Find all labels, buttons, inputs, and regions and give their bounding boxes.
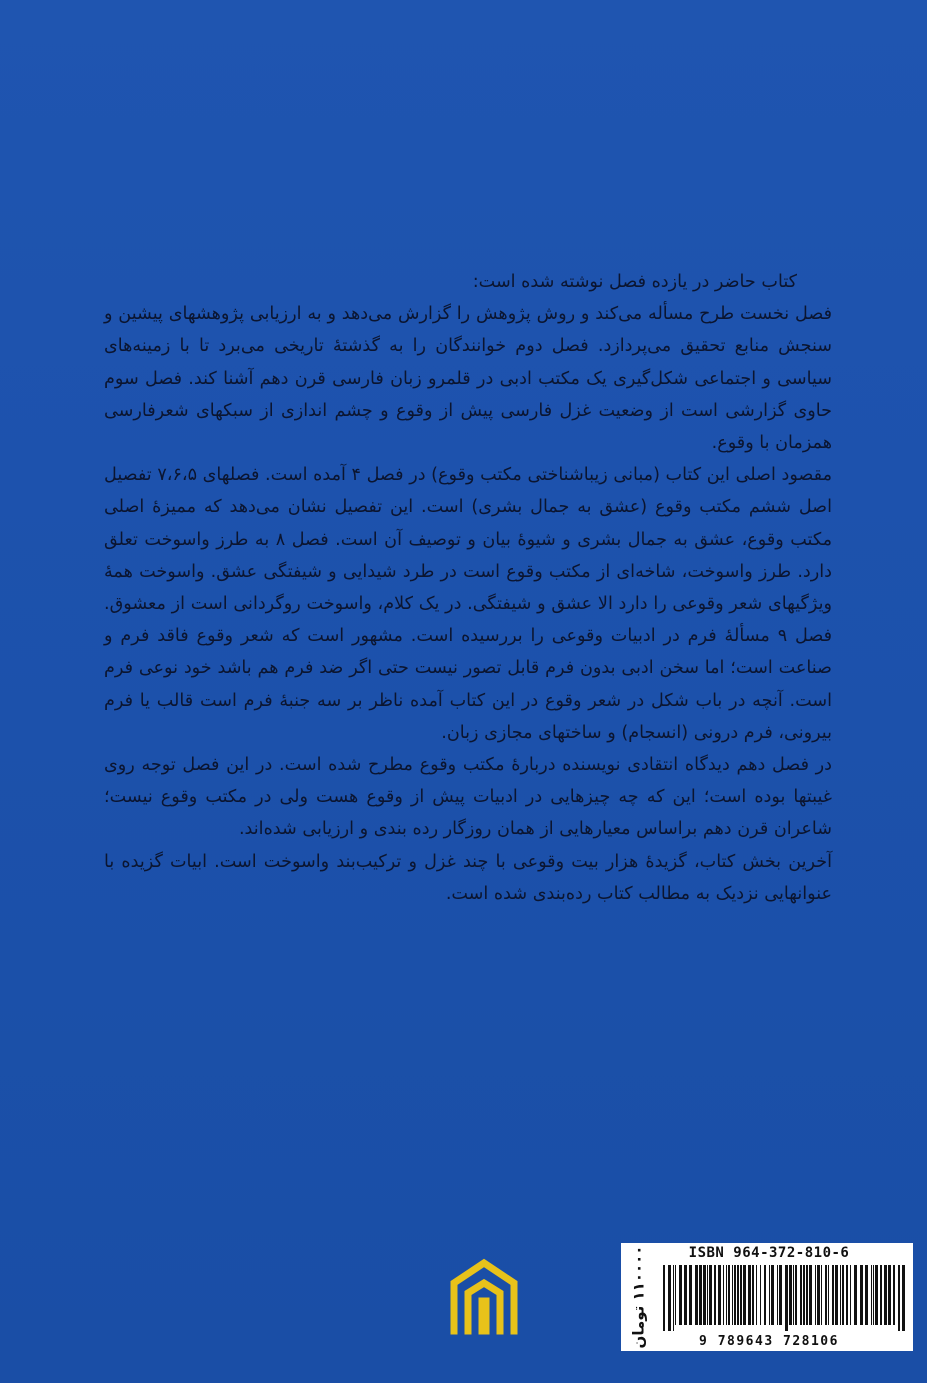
barcode-number: 9 789643 728106 <box>699 1334 839 1349</box>
barcode-bar <box>728 1265 730 1325</box>
barcode-bar <box>743 1265 746 1325</box>
barcode-bar <box>880 1265 882 1325</box>
barcode-bar <box>771 1265 774 1325</box>
barcode-bar <box>817 1265 820 1325</box>
barcode-bar <box>789 1265 792 1325</box>
barcode-bar <box>675 1265 676 1325</box>
barcode-bar <box>873 1265 874 1325</box>
blurb-paragraph: فصل نخست طرح مسأله می‌کند و روش پژوهش را گزارش می‌دهد و به ارزیابی پژوهشهای پیشین و سنجش منابع تحقیق می‌پردازد. فصل دوم خوانندگان را به گذشتهٔ تاریخی می‌برد تا با زمینه‌های سیاسی و اجتماعی شکل‌گیری یک مکتب ادبی در قلمرو زبان فارسی قرن دهم آشنا کند. فصل سوم حاوی گزارشی است از وضعیت غزل فارسی پیش از وقوع و چشم اندازی از سبکهای شعرفارسی همزمان با وقوع. <box>104 304 832 454</box>
barcode-bar <box>832 1265 834 1325</box>
barcode-bar <box>800 1265 802 1325</box>
barcode-bars <box>661 1265 909 1331</box>
barcode-bar <box>893 1265 895 1325</box>
barcode-bar <box>809 1265 812 1325</box>
barcode-bar <box>673 1265 674 1331</box>
barcode-bar <box>860 1265 863 1325</box>
barcode-bar <box>734 1265 736 1325</box>
barcode-bar <box>760 1265 761 1325</box>
barcode-bar <box>779 1265 782 1325</box>
blurb-text <box>104 266 832 910</box>
barcode-bar <box>865 1265 868 1325</box>
barcode-label <box>621 1243 913 1351</box>
barcode-bar <box>764 1265 766 1325</box>
blurb-paragraph: در فصل دهم دیدگاه انتقادی نویسنده دربارهٔ مکتب وقوع مطرح شده است. در این فصل توجه روی غیبتها بوده است؛ این که چه چیزهایی در ادبیات پیش از وقوع هست ولی در مکتب وقوع نیست؛ شاعران قرن دهم براساس معیارهایی از همان روزگار رده بندی و ارزیابی شده‌اند. <box>104 755 832 840</box>
barcode-bar <box>679 1265 682 1325</box>
barcode-bar <box>815 1265 816 1325</box>
barcode-bar <box>793 1265 794 1325</box>
barcode-bar <box>709 1265 712 1325</box>
barcode-bar <box>726 1265 727 1325</box>
price-text: ۱۱۰۰۰۰ تومان <box>629 1245 648 1349</box>
blurb-paragraph: مقصود اصلی این کتاب (مبانی زیباشناختی مکتب وقوع) در فصل ۴ آمده است. فصلهای ۷،۶،۵ تفصیل اصل ششم مکتب وقوع (عشق به جمال بشری) است. این تفصیل نشان می‌دهد که ممیزهٔ اصلی مکتب وقوع، عشق به جمال بشری و شیوهٔ بیان و توصیف آن است. فصل ۸ به طرز واسوخت تعلق دارد. طرز واسوخت، شاخه‌ای از مکتب وقوع است در طرد شیدایی و شیفتگی عشق. واسوخت همهٔ ویژگیهای شعر وقوعی را دارد الا عشق و شیفتگی. در یک کلام، واسوخت روگردانی است از معشوق. فصل ۹ مسألهٔ فرم در ادبیات وقوعی را بررسیده است. مشهور است که شعر وقوع فاقد فرم و صناعت است؛ اما سخن ادبی بدون فرم قابل تصور نیست حتی اگر ضد فرم هم باشد خود نوعی فرم است. آنچه در باب شکل در شعر وقوع در این کتاب آمده ناظر بر سه جنبهٔ فرم است قالب یا فرم بیرونی، فرم درونی (انسجام) و ساختهای مجازی زبان. <box>104 465 833 743</box>
barcode-bar <box>777 1265 778 1325</box>
barcode-bar <box>898 1265 900 1331</box>
barcode-bar <box>884 1265 887 1325</box>
barcode-bar <box>803 1265 805 1325</box>
barcode-bar <box>835 1265 838 1325</box>
price-label <box>623 1245 653 1349</box>
barcode-bar <box>699 1265 702 1325</box>
barcode-bar <box>732 1265 733 1325</box>
publisher-logo-icon <box>448 1257 520 1337</box>
barcode-bar <box>902 1265 905 1331</box>
barcode-bar <box>850 1265 851 1325</box>
barcode-bar <box>684 1265 687 1325</box>
blurb-intro: کتاب حاضر در یازده فصل نوشته شده است: <box>472 272 797 292</box>
barcode-bar <box>888 1265 891 1325</box>
barcode-bar <box>663 1265 665 1331</box>
barcode-bar <box>718 1265 721 1325</box>
barcode-bar <box>707 1265 708 1325</box>
barcode-bar <box>806 1265 808 1325</box>
barcode-bar <box>737 1265 739 1325</box>
barcode-bar <box>871 1265 872 1325</box>
barcode-bar <box>703 1265 706 1325</box>
barcode-bar <box>785 1265 788 1331</box>
barcode-bar <box>695 1265 698 1325</box>
isbn-text: ISBN 964-372-810-6 <box>688 1245 850 1261</box>
barcode-bar <box>854 1265 857 1325</box>
barcode-bar <box>748 1265 751 1325</box>
blurb-paragraph: آخرین بخش کتاب، گزیدهٔ هزار بیت وقوعی با چند غزل و ترکیب‌بند واسوخت است. ابیات گزیده با عنوانهایی نزدیک به مطالب کتاب رده‌بندی شده است. <box>104 851 832 904</box>
barcode-bar <box>825 1265 827 1325</box>
barcode-bar <box>821 1265 822 1325</box>
barcode-bar <box>828 1265 829 1325</box>
barcode-bar <box>842 1265 844 1325</box>
barcode-bar <box>740 1265 742 1325</box>
barcode-bar <box>875 1265 878 1325</box>
barcode-bar <box>756 1265 757 1325</box>
barcode-bar <box>846 1265 848 1325</box>
barcode-bar <box>714 1265 716 1325</box>
barcode-bar <box>689 1265 692 1325</box>
barcode-bar <box>769 1265 770 1325</box>
barcode-bar <box>840 1265 841 1325</box>
barcode-bar <box>723 1265 724 1325</box>
barcode-bar <box>752 1265 754 1325</box>
barcode-bar <box>668 1265 671 1331</box>
barcode-bar <box>795 1265 797 1325</box>
